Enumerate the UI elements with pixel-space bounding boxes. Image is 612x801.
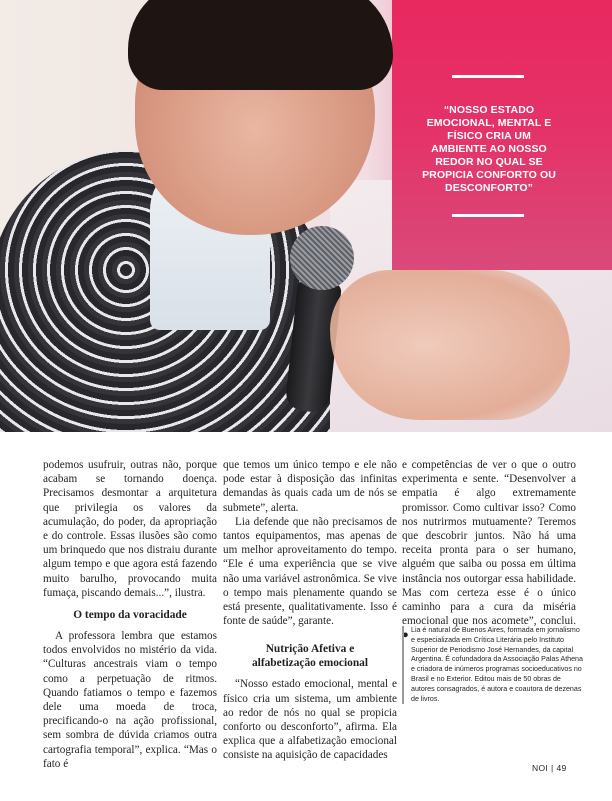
author-bio: Lia é natural de Buenos Aires, formada em jornalismo e especializada em Crítica Literária pelo Instituto Superior de Periodismo José Hernandes, da capital Argentina. É cofundadora da Associação Palas Athena e criadora de inúmeros programas socioeducativos no Brasil e no Exterior. Editou mais de 50 obras de autores consagrados, é autora e coautora de dezenas de livros. [402,626,583,704]
quote-rule-top [452,75,524,78]
page-folio [532,763,567,773]
paragraph: Lia defende que não precisamos de tantos equipamentos, mas apenas de um melhor aproveitamento do tempo. “Ele é uma experiência que se vive não uma variável astronômica. Se vive o tempo mais plenamente quando se está presente, qualitativamente. Isso é fonte de saúde”, garante. [223,515,397,628]
end-mark-icon: ● [402,629,409,642]
page-number: 49 [556,763,567,773]
paragraph: podemos usufruir, outras não, porque acabam se tornando doença. Precisamos desmontar a arquitetura que privilegia os valores da acumulação, do poder, da apropriação e do controle. Essas ilusões são como um brinquedo que nos distraiu durante algum tempo e que agora está fazendo muito barulho, provocando muita fumaça, piscando demais...”, ilustra. [43,459,217,599]
speaker-hair [128,0,393,90]
paragraph: A professora lembra que estamos todos envolvidos no mistério da vida. “Culturas ancestrais viam o tempo como a perpetuação de ritmos. Quando fatiamos o tempo e fazemos dele uma moeda de troca, precificando-o na ação profissional, sem sombra de dúvida criamos outra cartografia temporal”, explica. “Mas o fato é [43,630,217,770]
text-column-3 [402,458,576,643]
paragraph: que temos um único tempo e ele não pode estar à disposição das infinitas demandas às quais cada um de nós se submete”, alerta. [223,459,397,514]
text-column-1 [43,458,217,771]
section-heading-line-2: alfabetização emocional [251,657,369,670]
section-heading [223,642,397,670]
folio-separator: | [551,763,554,773]
paragraph: “Nosso estado emocional, mental e físico cria um sistema, um ambiente ao redor de nós no qual se propicia conforto ou desconforto”, afirma. Ela explica que a alfabetização emocional consiste na aquisição de capacidades [223,678,397,762]
paragraph-text: e competências de ver o que o outro experimenta e sente. “Desenvolver a empatia é algo extremamente promissor. Como cultivar isso? Como nos nutrirmos mutuamente? Teremos que descobrir juntos. Não há uma receita pronta para o ser humano, alguém que saiba ou possa em última instância nos outorgar essa habilidade. Mas com certeza esse é o único caminho para a cura da miséria emocional que nos acomete”, conclui. [402,459,576,628]
pull-quote: “NOSSO ESTADO EMOCIONAL, MENTAL E FÍSICO CRIA UM AMBIENTE AO NOSSO REDOR NO QUAL SE PROPICIA CONFORTO OU DESCONFORTO” [422,104,556,194]
text-column-2 [223,458,397,763]
paragraph [402,458,576,643]
microphone-icon [290,226,354,290]
quote-rule-bottom [452,214,524,217]
magazine-name: NOI [532,763,549,773]
gesturing-hand [330,270,570,420]
section-heading-line-1: Nutrição Afetiva e [265,643,355,656]
section-heading: O tempo da voracidade [73,609,187,622]
